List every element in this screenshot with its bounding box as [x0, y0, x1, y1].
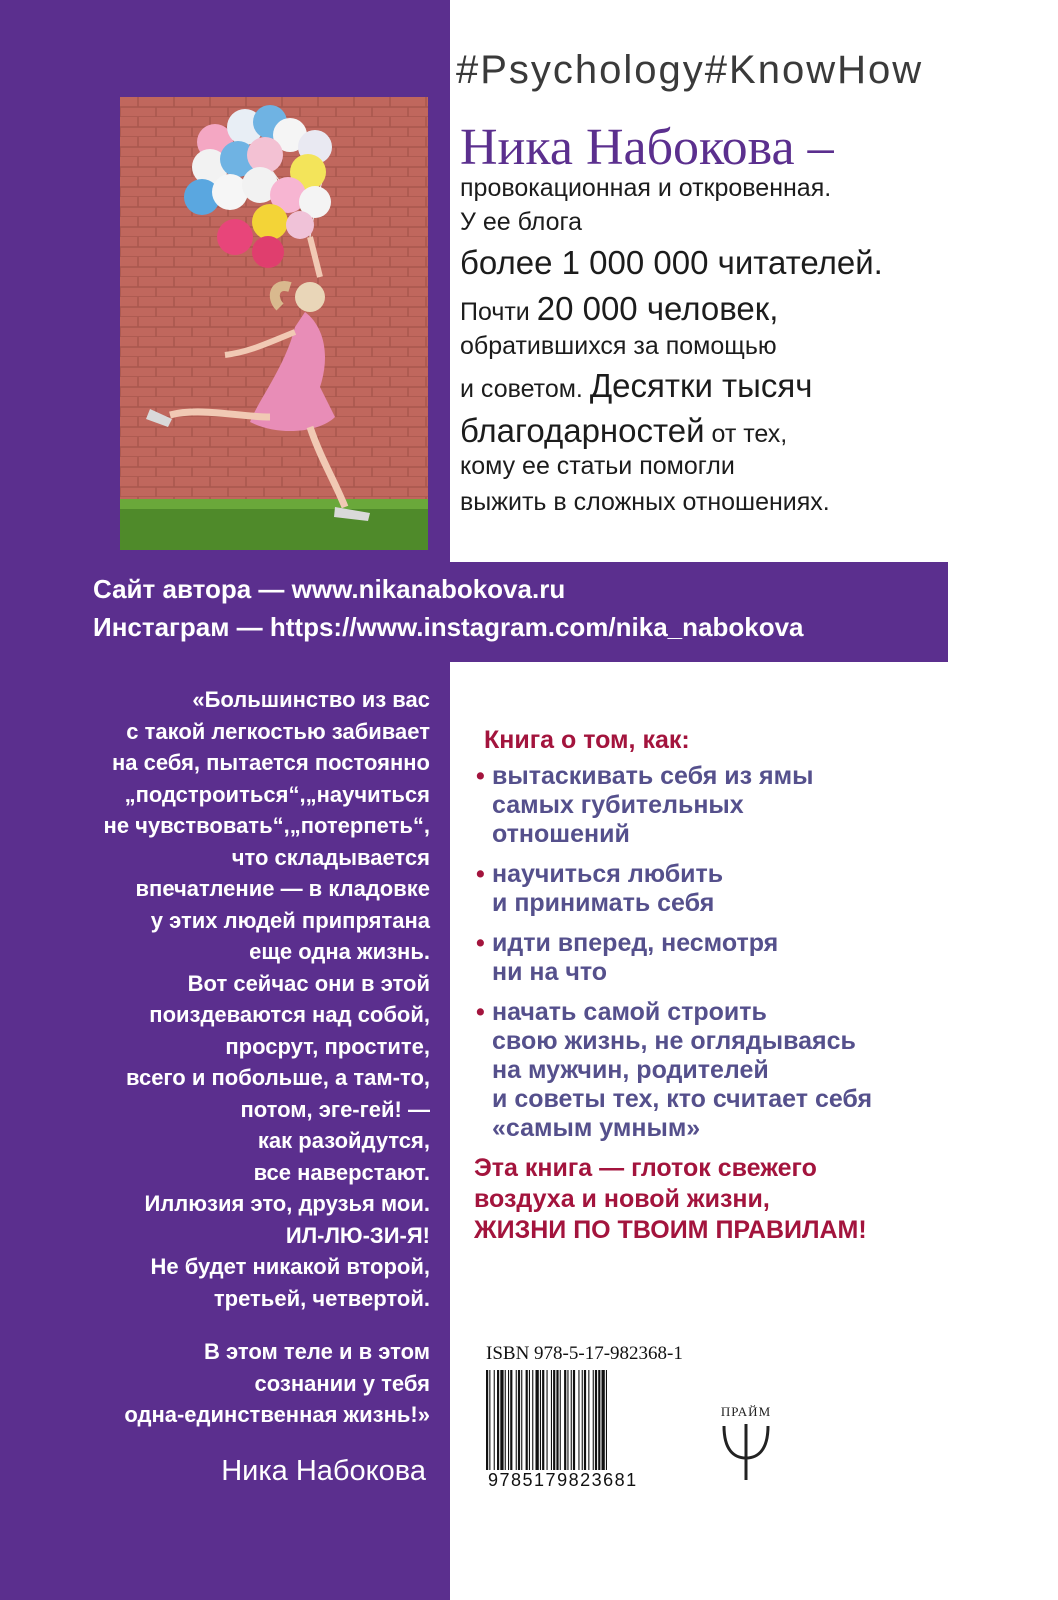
book-about-item-line: вытаскивать себя из ямы — [492, 762, 814, 790]
book-about-item-line: и советы тех, кто считает себя — [492, 1085, 873, 1113]
book-about-item — [476, 762, 1036, 849]
book-about-item-line: научиться любить — [492, 860, 724, 888]
quote-line: впечатление — в кладовке — [135, 876, 430, 901]
book-about-item-line: самых губительных — [492, 791, 744, 819]
author-quote — [60, 684, 430, 1431]
barcode-bar — [542, 1370, 544, 1482]
publisher-logo — [706, 1404, 786, 1487]
quote-line: с такой легкостью забивает — [126, 718, 430, 744]
book-about-item-line: отношений — [492, 820, 630, 848]
about-line: провокационная и откровенная. — [460, 174, 832, 202]
quote-line: на себя, пытается постоянно — [111, 750, 430, 775]
quote-line: Иллюзия это, друзья мои. — [144, 1191, 430, 1216]
book-about-item-line: «самым умным» — [492, 1114, 701, 1142]
barcode-bar — [529, 1370, 530, 1482]
quote-line: третьей, четвертой. — [213, 1285, 430, 1311]
quote-line: потом, эге-гей! — — [240, 1096, 430, 1122]
book-about-item-line: начать самой строить — [492, 998, 767, 1026]
barcode-bar — [526, 1370, 528, 1482]
barcode-bar — [486, 1370, 488, 1482]
barcode-bar — [547, 1370, 548, 1482]
conclusion-line: Эта книга — глоток свежего — [474, 1154, 817, 1182]
about-text-highlight: 20 000 человек, — [536, 290, 779, 327]
barcode-bar — [508, 1370, 509, 1482]
barcode-digits: 9785179823681 — [488, 1470, 638, 1490]
about-line: кому ее статьи помогли — [460, 452, 735, 480]
book-about-item — [476, 860, 1036, 918]
quote-line: одна-единственная жизнь!» — [124, 1402, 430, 1427]
book-about-list — [476, 762, 1036, 1154]
book-about-title: Книга о том, как: — [484, 726, 690, 754]
barcode-bar — [494, 1370, 495, 1482]
book-about-item-line: ни на что — [492, 958, 608, 986]
barcode-bar — [500, 1370, 503, 1482]
quote-line: всего и побольше, а там-то, — [125, 1065, 430, 1090]
barcode-bar — [556, 1370, 558, 1482]
quote-line: еще одна жизнь. — [249, 939, 430, 964]
quote-line: поиздеваются над собой, — [149, 1002, 430, 1027]
quote-line: В этом теле и в этом — [204, 1339, 430, 1364]
isbn: ISBN 978-5-17-982368-1 — [486, 1343, 683, 1364]
quote-line: Вот сейчас они в этой — [187, 970, 430, 996]
publisher-name: ПРАЙМ — [720, 1404, 772, 1419]
quote-line: не чувствовать“,„потерпеть“, — [103, 813, 430, 838]
barcode-bar — [584, 1370, 586, 1482]
author-title: Ника Набокова – — [460, 119, 834, 176]
author-links — [93, 570, 804, 646]
conclusion-line: воздуха и новой жизни, — [474, 1185, 770, 1213]
instagram-link[interactable]: Инстаграм — https://www.instagram.com/nika_nabokova — [93, 612, 804, 642]
conclusion — [474, 1153, 867, 1246]
about-line-highlight: более 1 000 000 читателей. — [460, 244, 883, 281]
about-line — [460, 292, 1020, 334]
book-about-item-line: на мужчин, родителей — [492, 1056, 769, 1084]
barcode-bar — [510, 1370, 512, 1482]
barcode-bar — [518, 1370, 520, 1482]
book-about-item-line: идти вперед, несмотря — [492, 929, 779, 957]
barcode-bar — [489, 1370, 490, 1482]
barcode-bar — [551, 1370, 552, 1482]
about-text-highlight: благодарностей — [460, 412, 705, 449]
barcode-bar — [606, 1370, 607, 1482]
quote-line: что складывается — [231, 844, 430, 870]
barcode-bar — [573, 1370, 575, 1482]
barcode-bar — [521, 1370, 522, 1482]
about-text: и советом. — [460, 375, 590, 403]
hashtag-header: #Psychology#KnowHow — [456, 48, 924, 92]
bullet-icon: • — [476, 860, 485, 888]
barcode-bar — [598, 1370, 600, 1482]
quote-line: «Большинство из вас — [192, 687, 430, 712]
about-text: Почти — [460, 298, 537, 326]
about-text-highlight: Десятки тысяч — [589, 367, 813, 404]
quote-line: у этих людей припрятана — [150, 907, 430, 933]
barcode-bar — [582, 1370, 583, 1482]
conclusion-line: ЖИЗНИ ПО ТВОИМ ПРАВИЛАМ! — [474, 1216, 867, 1244]
about-line — [460, 414, 1020, 454]
barcode-bar — [505, 1370, 506, 1482]
bullet-icon: • — [476, 998, 485, 1026]
cover-photo — [120, 97, 428, 550]
book-about-item-line: свою жизнь, не оглядываясь — [492, 1027, 856, 1055]
quote-line: как разойдутся, — [257, 1128, 430, 1153]
barcode-bar — [532, 1370, 533, 1482]
barcode-bar — [516, 1370, 517, 1482]
quote-line: „подстроиться“,„научиться — [124, 781, 430, 807]
barcode-bar — [571, 1370, 572, 1482]
book-about-item — [476, 929, 1036, 987]
quote-author: Ника Набокова — [221, 1455, 426, 1487]
barcode-bar — [553, 1370, 555, 1482]
about-line — [460, 369, 1020, 414]
about-line: выжить в сложных отношениях. — [460, 488, 830, 516]
barcode-bar — [497, 1370, 499, 1482]
bullet-icon: • — [476, 929, 485, 957]
barcode-bar — [595, 1370, 597, 1482]
psi-icon — [716, 1420, 776, 1482]
barcode-bar — [536, 1370, 539, 1482]
quote-line: Не будет никакой второй, — [150, 1254, 430, 1279]
about-line: У ее блога — [460, 208, 583, 236]
book-about-item-line: и принимать себя — [492, 889, 715, 917]
bullet-icon: • — [476, 762, 485, 790]
barcode-bar — [564, 1370, 566, 1482]
quote-line: сознании у тебя — [254, 1370, 430, 1396]
barcode-bar — [567, 1370, 568, 1482]
quote-line: просрут, простите, — [225, 1033, 430, 1059]
about-line: обратившихся за помощью — [460, 332, 777, 360]
book-about-item — [476, 998, 1036, 1143]
barcode-bar — [578, 1370, 579, 1482]
barcode-bar — [593, 1370, 594, 1482]
site-link[interactable]: Сайт автора — www.nikanabokova.ru — [93, 574, 566, 604]
quote-line: ИЛ-ЛЮ-ЗИ-Я! — [285, 1222, 430, 1248]
quote-line: все наверстают. — [253, 1159, 430, 1185]
barcode-bar — [540, 1370, 541, 1482]
barcode-bar — [602, 1370, 605, 1482]
barcode-bar — [560, 1370, 561, 1482]
barcode-bar — [588, 1370, 589, 1482]
about-text: от тех, — [704, 420, 788, 448]
author-about — [460, 176, 1020, 526]
